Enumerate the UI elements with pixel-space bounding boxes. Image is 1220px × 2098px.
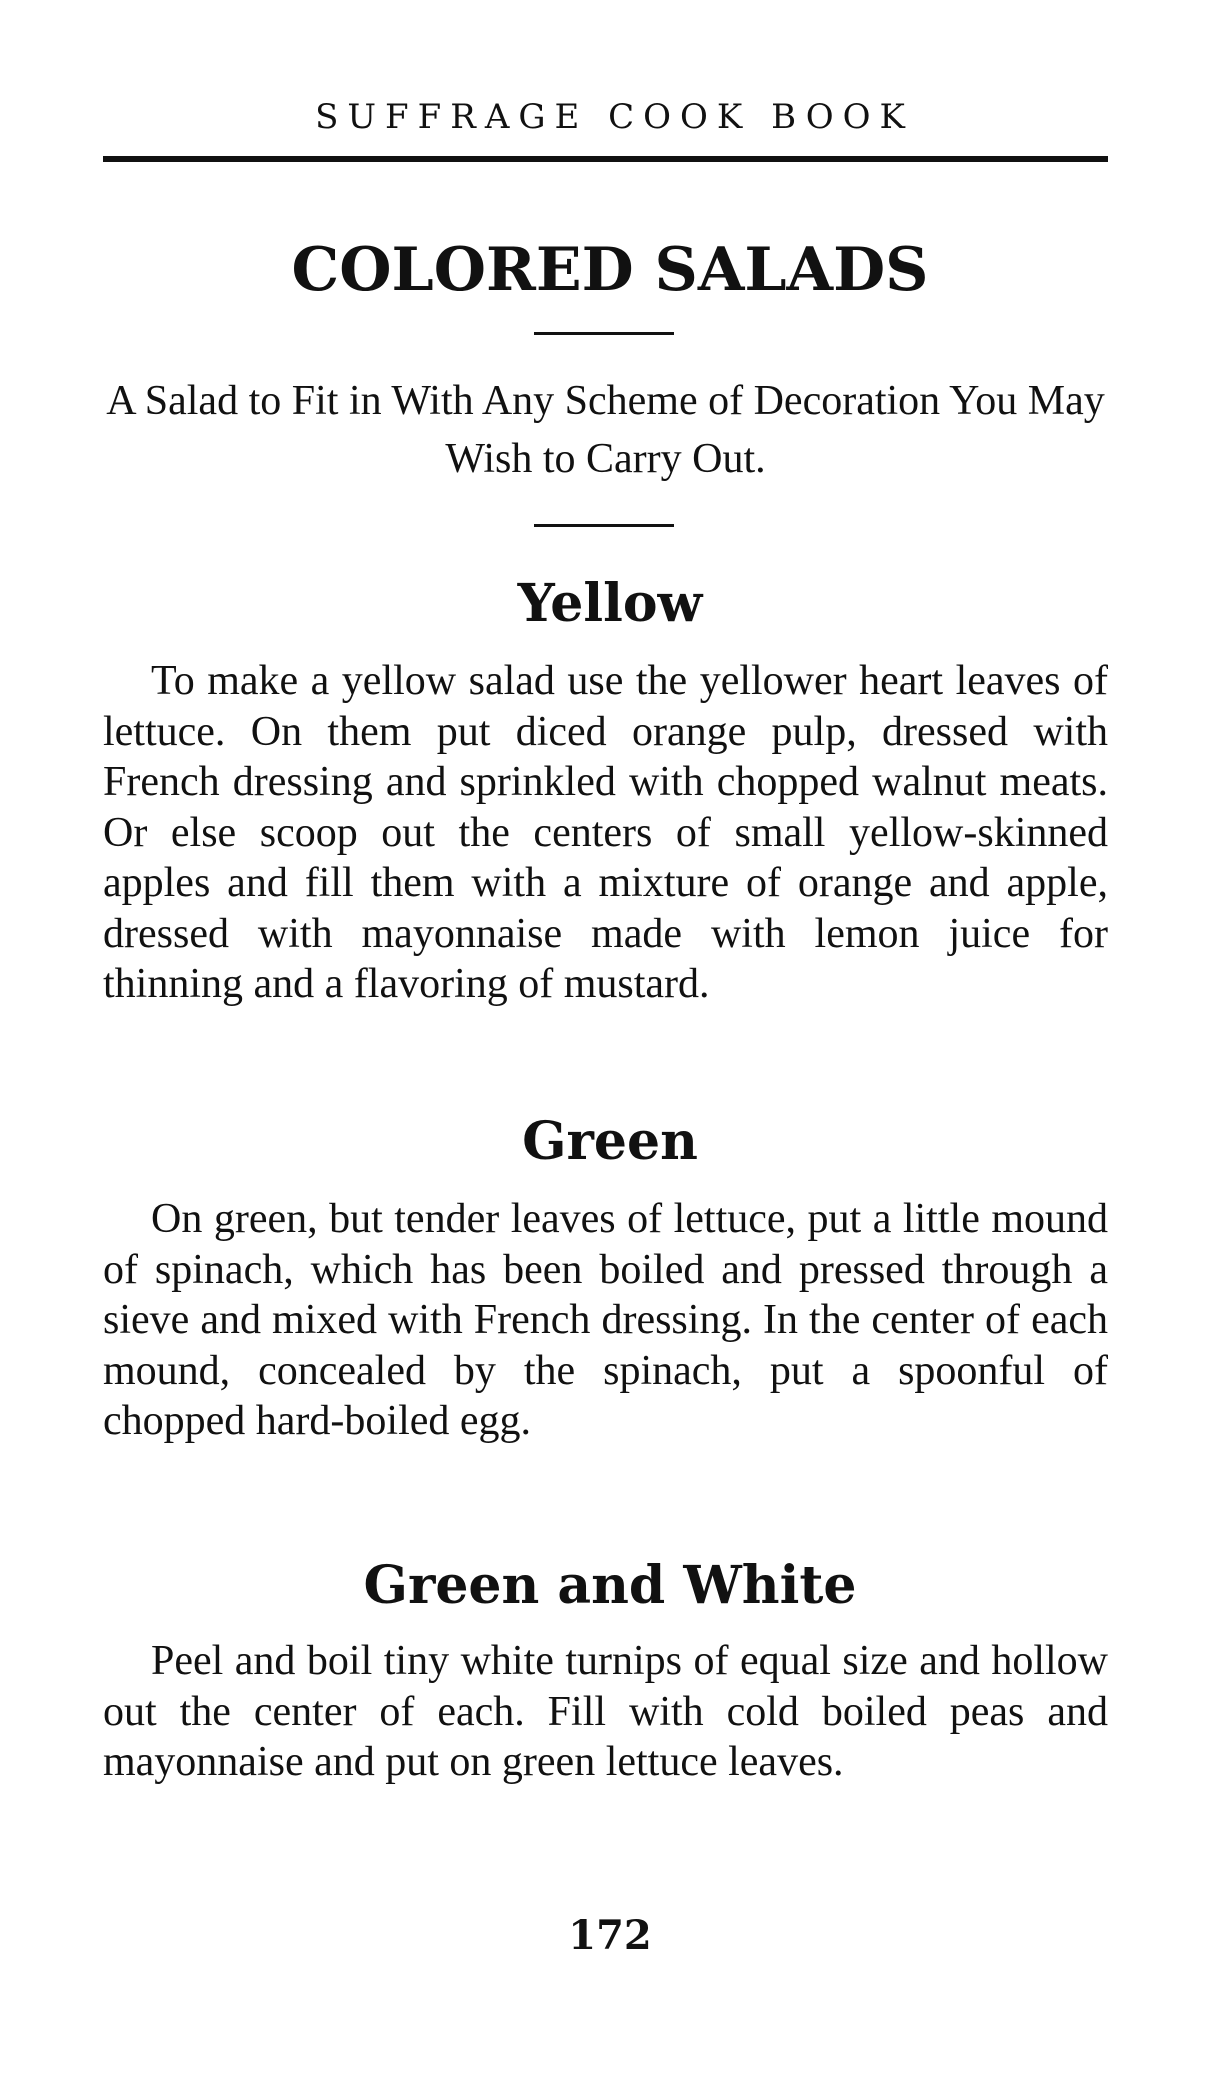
page-number: 172 (568, 1912, 652, 1959)
section-heading-green: Green (522, 1111, 698, 1172)
subtitle: A Salad to Fit in With Any Scheme of Decoration You May Wish to Carry Out. (106, 378, 1105, 482)
title-divider (534, 332, 674, 335)
section-body-green-and-white: Peel and boil tiny white turnips of equal size and hollow out the center of each. Fill with cold boiled peas and mayonnaise and put on green lettuce leaves. (103, 1638, 1108, 1785)
running-head: SUFFRAGE COOK BOOK (315, 97, 914, 137)
page-title: COLORED SALADS (291, 235, 929, 305)
subtitle-divider (534, 524, 674, 527)
section-heading-green-and-white: Green and White (363, 1555, 857, 1616)
section-body-green: On green, but tender leaves of lettuce, put a little mound of spinach, which has been boiled and pressed through a sieve and mixed with French dressing. In the center of each mound, concealed by the spinach, put a spoonful of chopped hard-boiled egg. (103, 1196, 1108, 1444)
header-rule (103, 156, 1108, 162)
section-body-yellow: To make a yellow salad use the yellower heart leaves of lettuce. On them put diced orange pulp, dressed with French dressing and sprinkled with chopped walnut meats. Or else scoop out the centers of small yellow-skinned apples and fill them with a mixture of orange and apple, dressed with mayonnaise made with lemon juice for thinning and a flavoring of mustard. (103, 658, 1108, 1007)
section-heading-yellow: Yellow (517, 573, 703, 634)
